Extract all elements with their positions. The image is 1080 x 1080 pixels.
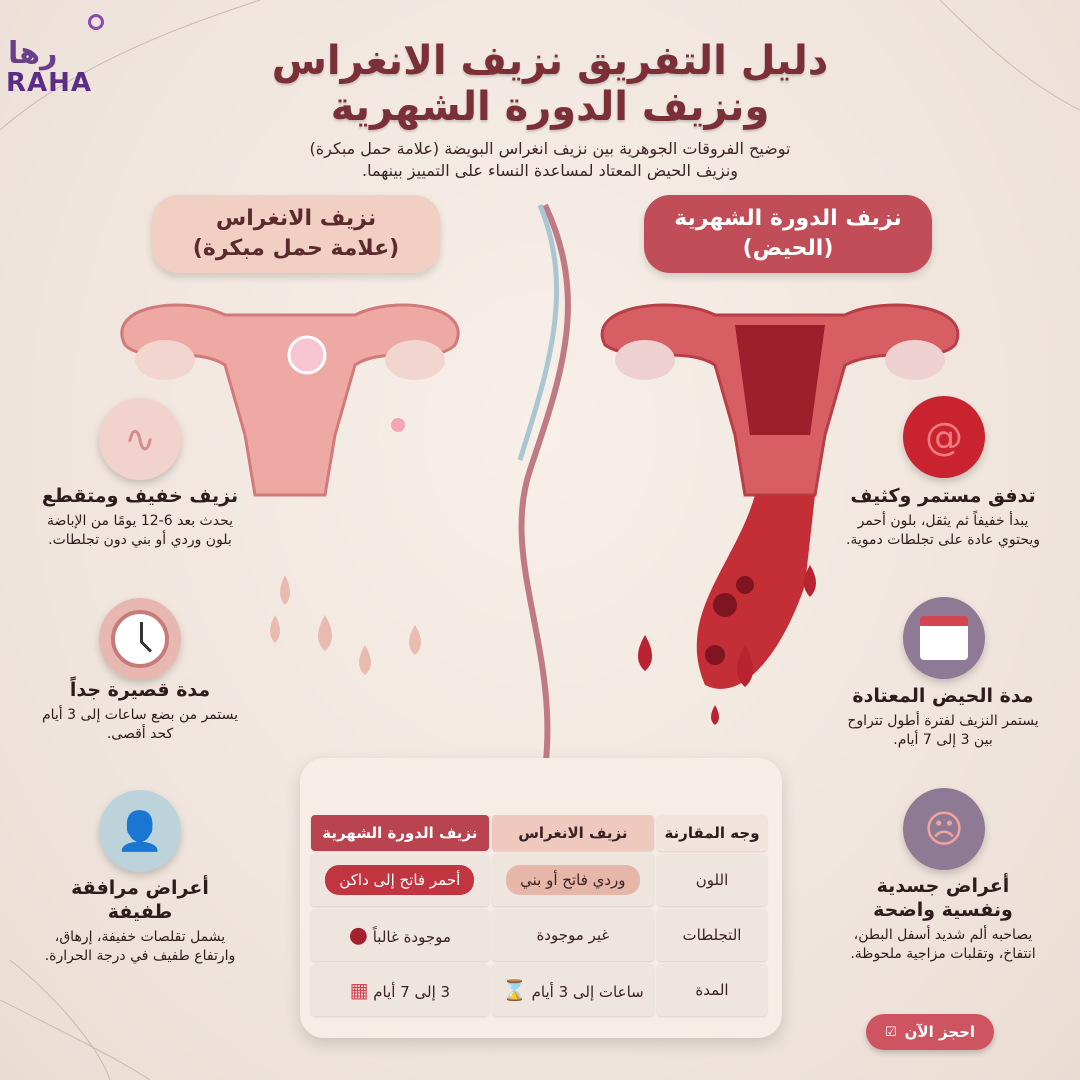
feature-title: تدفق مستمر وكثيف xyxy=(850,485,1036,507)
menstrual-heading-line2: (الحيض) xyxy=(742,236,834,261)
table-row xyxy=(311,909,767,961)
logo-arabic: رها xyxy=(8,36,58,71)
implantation-feature-1 xyxy=(40,484,240,550)
calendar-icon: ▦ xyxy=(349,978,369,1002)
pink-swatch: وردي فاتح أو بني xyxy=(506,865,639,895)
page-title-line2: ونزيف الدورة الشهرية xyxy=(330,84,770,130)
book-now-button[interactable] xyxy=(866,1014,994,1050)
feature-desc: يشمل تقلصات خفيفة، إرهاق، وارتفاع طفيف في درجة الحرارة. xyxy=(44,929,236,964)
feature-desc: يبدأ خفيفاً ثم يثقل، بلون أحمر ويحتوي عادة على تجلطات دموية. xyxy=(845,513,1041,548)
feature-desc: يستمر النزيف لفترة أطول تتراوح بين 3 إلى 7 أيام. xyxy=(847,713,1039,748)
comparison-table xyxy=(308,812,770,1019)
hourglass-icon: ⌛ xyxy=(501,978,527,1002)
cell xyxy=(311,854,489,906)
header-menstrual: نزيف الدورة الشهرية xyxy=(311,815,489,851)
feature-title: مدة الحيض المعتادة xyxy=(852,685,1034,707)
feature-title: نزيف خفيف ومتقطع xyxy=(41,485,239,507)
cell xyxy=(311,964,489,1016)
blood-clot-icon: ● xyxy=(348,922,368,948)
menstrual-heading xyxy=(644,195,932,273)
menstrual-feature-2 xyxy=(843,684,1043,750)
calendar-check-icon: ☑ xyxy=(884,1024,897,1040)
cell-text: ساعات إلى 3 أيام xyxy=(531,983,644,1001)
distressed-woman-icon: ☹ xyxy=(903,788,985,870)
clock-icon xyxy=(99,598,181,680)
spiral-icon: @ xyxy=(903,396,985,478)
woman-icon: 👤 xyxy=(99,790,181,872)
menstrual-feature-1 xyxy=(843,484,1043,550)
book-now-label: احجز الآن xyxy=(904,1023,976,1041)
cell xyxy=(492,964,654,1016)
implantation-heading-line1: نزيف الانغراس xyxy=(215,206,377,231)
swirl-icon: ∿ xyxy=(99,398,181,480)
feature-desc: يستمر من بضع ساعات إلى 3 أيام كحد أقصى. xyxy=(41,707,239,742)
row-label: اللون xyxy=(657,854,767,906)
header-aspect: وجه المقارنة xyxy=(657,815,767,851)
subtitle-line2: ونزيف الحيض المعتاد لمساعدة النساء على التمييز بينهما. xyxy=(362,161,738,180)
logo-leaf-icon xyxy=(88,14,104,30)
cell xyxy=(492,854,654,906)
calendar-icon xyxy=(903,597,985,679)
menstrual-feature-3 xyxy=(843,874,1043,964)
row-label: المدة xyxy=(657,964,767,1016)
cell: غير موجودة xyxy=(492,909,654,961)
red-swatch: أحمر فاتح إلى داكن xyxy=(325,865,474,895)
feature-desc: يحدث بعد 6-12 يومًا من الإباضة بلون وردي أو بني دون تجلطات. xyxy=(46,513,234,548)
table-header-row xyxy=(311,815,767,851)
cell-text: 3 إلى 7 أيام xyxy=(373,983,451,1001)
implantation-feature-3 xyxy=(40,876,240,966)
table-row xyxy=(311,854,767,906)
table-row xyxy=(311,964,767,1016)
cell-text: موجودة غالباً xyxy=(372,927,451,946)
feature-title: أعراض جسدية ونفسية واضحة xyxy=(873,875,1013,921)
subtitle-line1: توضيح الفروقات الجوهرية بين نزيف انغراس البويضة (علامة حمل مبكرة) xyxy=(309,139,791,158)
implantation-heading xyxy=(152,195,440,273)
row-label: التجلطات xyxy=(657,909,767,961)
logo-latin: RAHA xyxy=(6,68,93,98)
feature-desc: يصاحبه ألم شديد أسفل البطن، انتفاخ، وتقلبات مزاجية ملحوظة. xyxy=(850,927,1036,962)
menstrual-heading-line1: نزيف الدورة الشهرية xyxy=(674,206,902,231)
feature-title: مدة قصيرة جداً xyxy=(69,679,211,701)
feature-title: أعراض مرافقة طفيفة xyxy=(71,877,209,923)
cell xyxy=(311,909,489,961)
divider-wave xyxy=(521,205,567,770)
page-title-line1: دليل التفريق نزيف الانغراس xyxy=(271,38,829,84)
implantation-heading-line2: (علامة حمل مبكرة) xyxy=(192,236,400,261)
header-implantation: نزيف الانغراس xyxy=(492,815,654,851)
implantation-feature-2 xyxy=(40,678,240,744)
